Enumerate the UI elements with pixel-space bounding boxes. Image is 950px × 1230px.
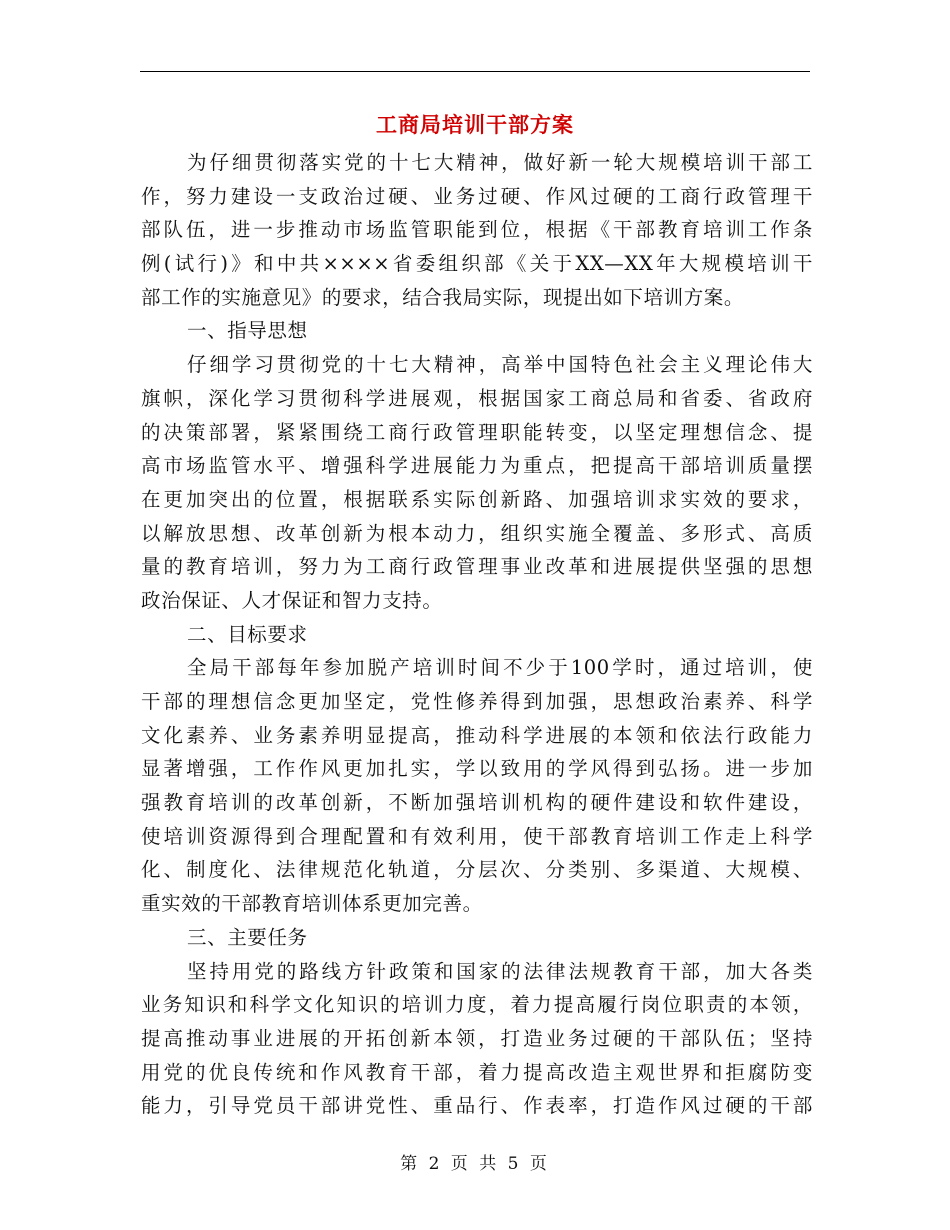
paragraph-line: 全局干部每年参加脱产培训时间不少于100学时，通过培训，使 bbox=[187, 656, 813, 680]
paragraph-line: 文化素养、业务素养明显提高，推动科学进展的本领和依法行政能力 bbox=[141, 723, 813, 747]
paragraph-line: 以解放思想、改革创新为根本动力，组织实施全覆盖、多形式、高质 bbox=[141, 521, 813, 545]
paragraph-line: 例(试行)》和中共××××省委组织部《关于XX—XX年大规模培训干 bbox=[141, 252, 813, 276]
paragraph-line: 量的教育培训，努力为工商行政管理事业改革和进展提供坚强的思想 bbox=[141, 555, 813, 579]
section-heading: 三、主要任务 bbox=[187, 925, 308, 949]
paragraph-line: 业务知识和科学文化知识的培训力度，着力提高履行岗位职责的本领， bbox=[141, 993, 813, 1017]
paragraph-line: 能力，引导党员干部讲党性、重品行、作表率，打造作风过硬的干部 bbox=[141, 1094, 813, 1118]
paragraph-line: 坚持用党的路线方针政策和国家的法律法规教育干部，加大各类 bbox=[187, 959, 813, 983]
document-title: 工商局培训干部方案 bbox=[376, 112, 574, 137]
header-rule bbox=[140, 71, 810, 72]
page-number-footer: 第 2 页 共 5 页 bbox=[400, 1154, 550, 1174]
paragraph-line: 作，努力建设一支政治过硬、业务过硬、作风过硬的工商行政管理干 bbox=[141, 184, 813, 208]
paragraph-line: 旗帜，深化学习贯彻科学进展观，根据国家工商总局和省委、省政府 bbox=[141, 386, 813, 410]
document-body bbox=[141, 146, 813, 1123]
paragraph-line: 提高推动事业进展的开拓创新本领，打造业务过硬的干部队伍；坚持 bbox=[141, 1026, 813, 1050]
section-heading: 一、指导思想 bbox=[187, 319, 308, 343]
section-heading: 二、目标要求 bbox=[187, 622, 308, 646]
paragraph-line: 仔细学习贯彻党的十七大精神，高举中国特色社会主义理论伟大 bbox=[187, 353, 813, 377]
paragraph-line: 重实效的干部教育培训体系更加完善。 bbox=[141, 892, 483, 916]
paragraph-line: 干部的理想信念更加坚定，党性修养得到加强，思想政治素养、科学 bbox=[141, 690, 813, 713]
paragraph-line: 政治保证、人才保证和智力支持。 bbox=[141, 588, 443, 612]
paragraph-line: 为仔细贯彻落实党的十七大精神，做好新一轮大规模培训干部工 bbox=[187, 151, 813, 174]
paragraph-line: 的决策部署，紧紧围绕工商行政管理职能转变，以坚定理想信念、提 bbox=[141, 420, 813, 444]
paragraph-line: 显著增强，工作作风更加扎实，学以致用的学风得到弘扬。进一步加 bbox=[141, 757, 813, 781]
paragraph-line: 高市场监管水平、增强科学进展能力为重点，把提高干部培训质量摆 bbox=[141, 454, 813, 478]
paragraph-line: 在更加突出的位置，根据联系实际创新路、加强培训求实效的要求， bbox=[141, 487, 813, 511]
paragraph-line: 部工作的实施意见》的要求，结合我局实际，现提出如下培训方案。 bbox=[141, 285, 745, 309]
paragraph-line: 化、制度化、法律规范化轨道，分层次、分类别、多渠道、大规模、 bbox=[141, 858, 813, 882]
paragraph-line: 强教育培训的改革创新，不断加强培训机构的硬件建设和软件建设， bbox=[141, 791, 813, 815]
paragraph-line: 部队伍，进一步推动市场监管职能到位，根据《干部教育培训工作条 bbox=[141, 218, 813, 242]
paragraph-line: 使培训资源得到合理配置和有效利用，使干部教育培训工作走上科学 bbox=[141, 824, 813, 848]
paragraph-line: 用党的优良传统和作风教育干部，着力提高改造主观世界和拒腐防变 bbox=[141, 1060, 813, 1084]
